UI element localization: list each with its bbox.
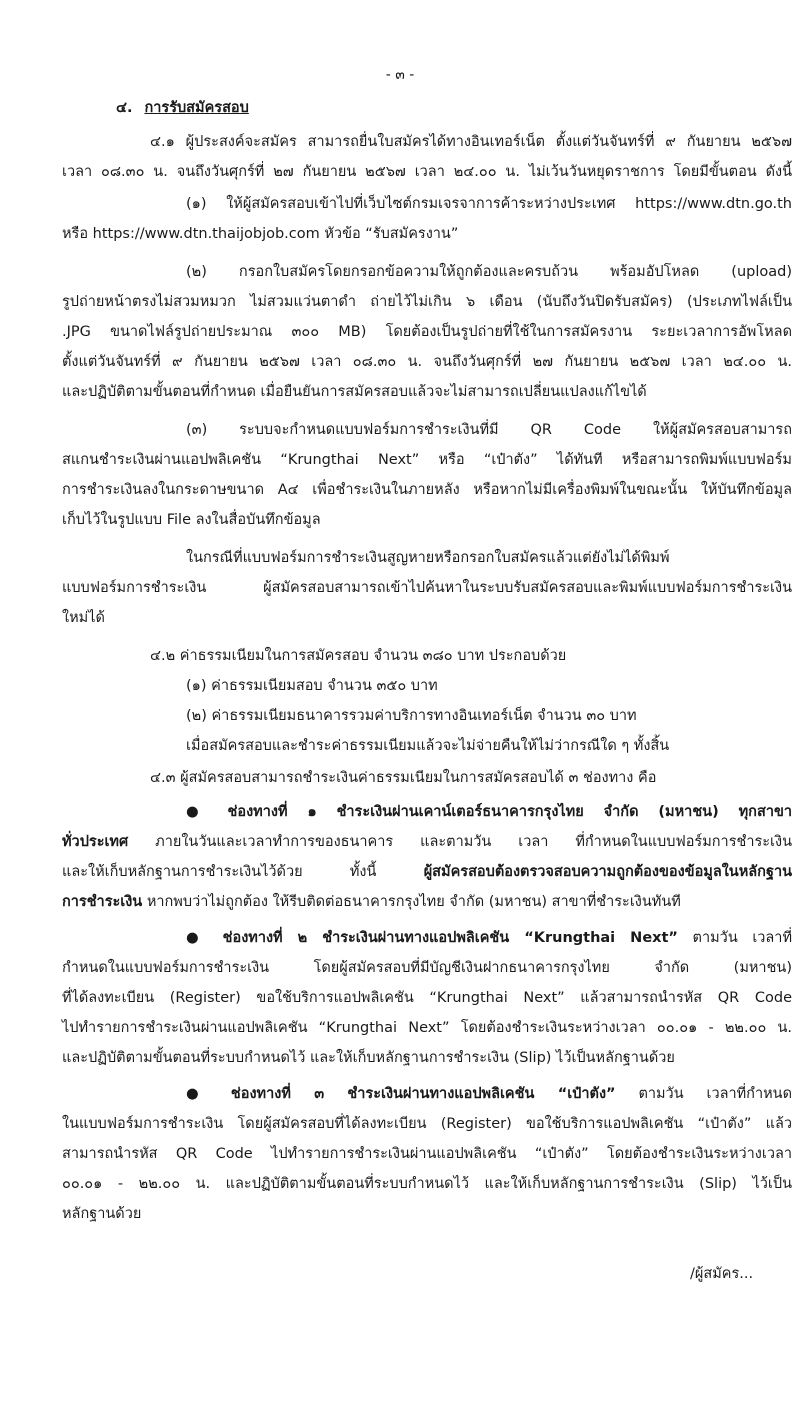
section-title: การรับสมัครสอบ: [144, 100, 249, 116]
step2-line4: ตั้งแต่วันจันทร์ที่ ๙ กันยายน ๒๕๖๗ เวลา ๐๘.๓๐ น. จนถึงวันศุกร์ที่ ๒๗ กันยายน ๒๕๖๗ เวลา ๒๔.๐๐ น.: [62, 354, 792, 370]
step2-line1: (๒) กรอกใบสมัครโดยกรอกข้อความให้ถูกต้องและครบถ้วน พร้อมอัปโหลด (upload): [186, 264, 792, 280]
channel1-line2: ทั่วประเทศ ภายในวันและเวลาทำการของธนาคาร และตามวัน เวลา ที่กำหนดในแบบฟอร์มการชำระเงิน: [62, 834, 792, 850]
step3-line4: เก็บไว้ในรูปแบบ File ลงในสื่อบันทึกข้อมูล: [62, 512, 321, 528]
step2-line2: รูปถ่ายหน้าตรงไม่สวมหมวก ไม่สวมแว่นตาดำ ถ่ายไว้ไม่เกิน ๖ เดือน (นับถึงวันปิดรับสมัคร) (ประเภทไฟล์เป็น: [62, 294, 792, 310]
page-number: - ๓ -: [385, 67, 415, 83]
step1-line1: (๑) ให้ผู้สมัครสอบเข้าไปที่เว็บไซต์กรมเจรจาการค้าระหว่างประเทศ https://www.dtn.go.th: [186, 196, 792, 212]
step3-line1: (๓) ระบบจะกำหนดแบบฟอร์มการชำระเงินที่มี QR Code ให้ผู้สมัครสอบสามารถ: [186, 422, 792, 438]
section-heading: [0, 98, 800, 118]
channel2-heading: ● ช่องทางที่ ๒ ชำระเงินผ่านทางแอปพลิเคชัน “Krungthai Next” ตามวัน เวลาที่: [186, 930, 793, 946]
p42-line1: ๔.๒ ค่าธรรมเนียมในการสมัครสอบ จำนวน ๓๘๐ บาท ประกอบด้วย: [150, 648, 567, 664]
p42-item1: (๑) ค่าธรรมเนียมสอบ จำนวน ๓๕๐ บาท: [186, 678, 438, 694]
p43-line1: ๔.๓ ผู้สมัครสอบสามารถชำระเงินค่าธรรมเนียมในการสมัครสอบได้ ๓ ช่องทาง คือ: [150, 770, 657, 786]
p42-note: เมื่อสมัครสอบและชำระค่าธรรมเนียมแล้วจะไม่จ่ายคืนให้ไม่ว่ากรณีใด ๆ ทั้งสิ้น: [186, 738, 670, 754]
channel3-heading: ● ช่องทางที่ ๓ ชำระเงินผ่านทางแอปพลิเคชัน “เป๋าตัง” ตามวัน เวลาที่กำหนด: [186, 1086, 792, 1102]
channel2-line2: กำหนดในแบบฟอร์มการชำระเงิน โดยผู้สมัครสอบที่มีบัญชีเงินฝากธนาคารกรุงไทย จำกัด (มหาชน): [62, 960, 792, 976]
channel3-line2: ในแบบฟอร์มการชำระเงิน โดยผู้สมัครสอบที่ได้ลงทะเบียน (Register) ขอใช้บริการแอปพลิเคชัน “เป๋าตัง” แล้ว: [62, 1116, 792, 1132]
continuation-note: /ผู้สมัคร...: [690, 1266, 754, 1282]
p41-line1: ๔.๑ ผู้ประสงค์จะสมัคร สามารถยื่นใบสมัครได้ทางอินเทอร์เน็ต ตั้งแต่วันจันทร์ที่ ๙ กันยายน ๒๕๖๗: [150, 134, 792, 150]
channel3-line5: หลักฐานด้วย: [62, 1206, 142, 1222]
step2-line5: และปฏิบัติตามขั้นตอนที่กำหนด เมื่อยืนยันการสมัครสอบแล้วจะไม่สามารถเปลี่ยนแปลงแก้ไขได้: [62, 384, 647, 400]
bullet-icon: ●: [186, 804, 214, 820]
channel2-line4: ไปทำรายการชำระเงินผ่านแอปพลิเคชัน “Krungthai Next” โดยต้องชำระเงินระหว่างเวลา ๐๐.๐๑ - ๒๒.๐๐ น.: [62, 1020, 792, 1036]
p42-item2: (๒) ค่าธรรมเนียมธนาคารรวมค่าบริการทางอินเทอร์เน็ต จำนวน ๓๐ บาท: [186, 708, 637, 724]
channel1-line3: และให้เก็บหลักฐานการชำระเงินไว้ด้วย ทั้งนี้ ผู้สมัครสอบต้องตรวจสอบความถูกต้องของข้อมูลในหลักฐาน: [62, 864, 792, 880]
channel1-heading: [0, 802, 800, 822]
step3-line2: สแกนชำระเงินผ่านแอปพลิเคชัน “Krungthai Next” หรือ “เป๋าตัง” ได้ทันที หรือสามารถพิมพ์แบบฟอร์ม: [62, 452, 792, 468]
p41-line2: เวลา ๐๘.๓๐ น. จนถึงวันศุกร์ที่ ๒๗ กันยายน ๒๕๖๗ เวลา ๒๔.๐๐ น. ไม่เว้นวันหยุดราชการ โดยมีขั้นตอน ดังนี้: [62, 164, 792, 180]
lost-form-line2: แบบฟอร์มการชำระเงิน ผู้สมัครสอบสามารถเข้าไปค้นหาในระบบรับสมัครสอบและพิมพ์แบบฟอร์มการชำระเงิน: [62, 580, 792, 596]
lost-form-line3: ใหม่ได้: [62, 610, 105, 626]
channel1-line4: การชำระเงิน หากพบว่าไม่ถูกต้อง ให้รีบติดต่อธนาคารกรุงไทย จำกัด (มหาชน) สาขาที่ชำระเงินทันที: [62, 894, 681, 910]
lost-form-line1: ในกรณีที่แบบฟอร์มการชำระเงินสูญหายหรือกรอกใบสมัครแล้วแต่ยังไม่ได้พิมพ์: [186, 550, 670, 566]
bullet-icon: ●: [186, 930, 209, 946]
section-number: ๔.: [116, 100, 133, 116]
channel2-line5: และปฏิบัติตามขั้นตอนที่ระบบกำหนดไว้ และให้เก็บหลักฐานการชำระเงิน (Slip) ไว้เป็นหลักฐานด้วย: [62, 1050, 675, 1066]
bullet-icon: ●: [186, 1086, 217, 1102]
channel2-line3: ที่ได้ลงทะเบียน (Register) ขอใช้บริการแอปพลิเคชัน “Krungthai Next” แล้วสามารถนำรหัส QR Code: [62, 990, 792, 1006]
channel3-line3: สามารถนำรหัส QR Code ไปทำรายการชำระเงินผ่านแอปพลิเคชัน “เป๋าตัง” โดยต้องชำระเงินระหว่างเวลา: [62, 1146, 792, 1162]
step2-line3: .JPG ขนาดไฟล์รูปถ่ายประมาณ ๓๐๐ MB) โดยต้องเป็นรูปถ่ายที่ใช้ในการสมัครงาน ระยะเวลาการอัพโหลด: [62, 324, 792, 340]
step1-line2: หรือ https://www.dtn.thaijobjob.com หัวข้อ “รับสมัครงาน”: [62, 226, 459, 242]
step3-line3: การชำระเงินลงในกระดาษขนาด A๔ เพื่อชำระเงินในภายหลัง หรือหากไม่มีเครื่องพิมพ์ในขณะนั้น ให้บันทึกข้อมูล: [62, 482, 792, 498]
channel1-head: ช่องทางที่ ๑ ชำระเงินผ่านเคาน์เตอร์ธนาคารกรุงไทย จำกัด (มหาชน) ทุกสาขา: [227, 804, 793, 820]
channel3-line4: ๐๐.๐๑ - ๒๒.๐๐ น. และปฏิบัติตามขั้นตอนที่ระบบกำหนดไว้ และให้เก็บหลักฐานการชำระเงิน (Slip) ไว้เป็น: [62, 1176, 792, 1192]
